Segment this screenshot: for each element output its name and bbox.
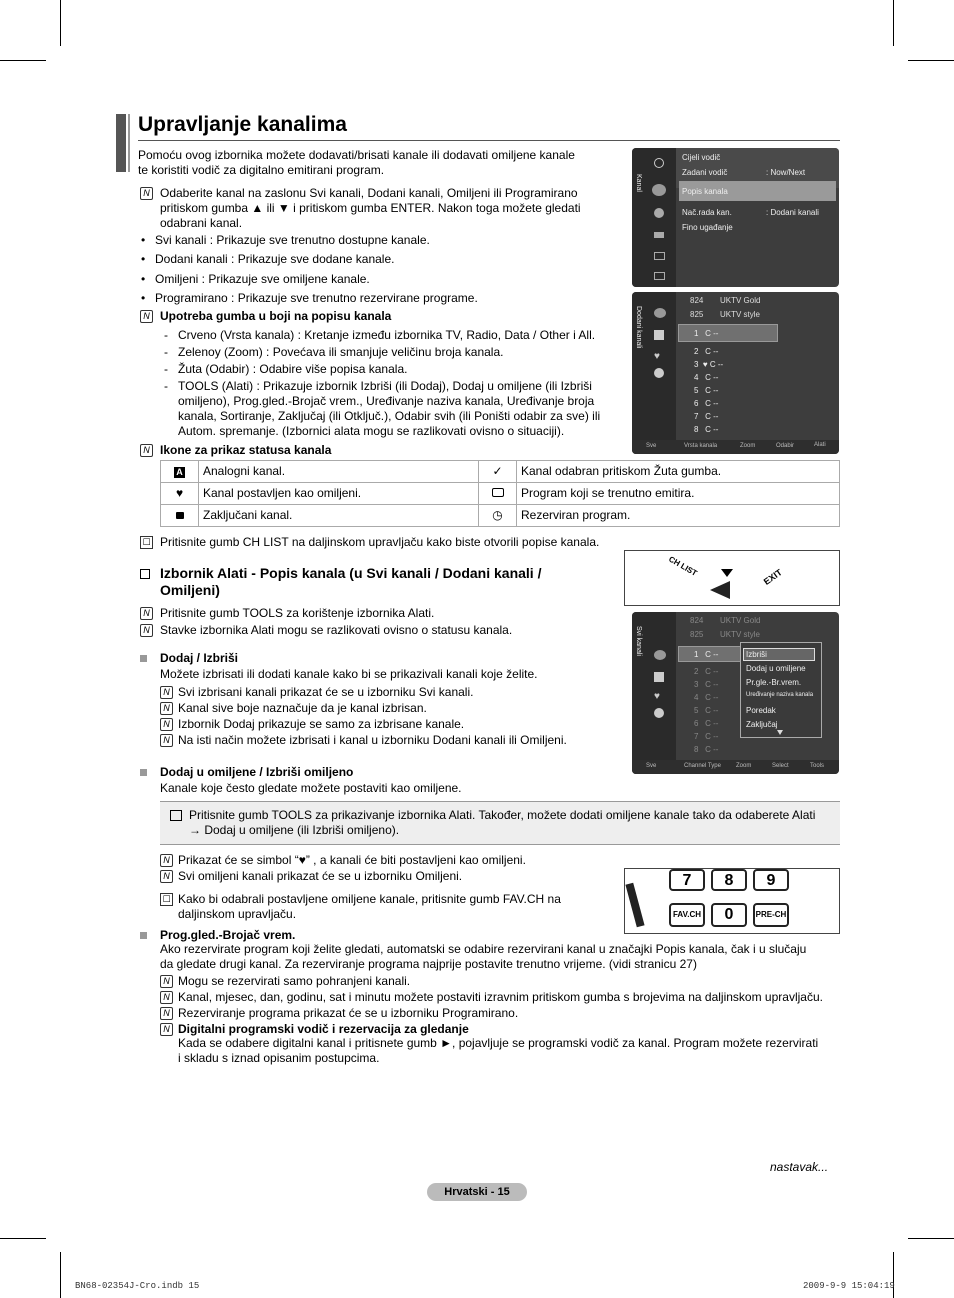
osd-all-icon <box>654 308 666 318</box>
list-item: 5 C -- <box>694 386 719 395</box>
prog-timer-note: Rezerviranje programa prikazat će se u izborniku Programirano. <box>178 1006 519 1020</box>
osd-picture-icon <box>654 158 664 168</box>
remote-note-icon: ☐ <box>160 893 173 906</box>
osd-footer-label: Sve <box>646 443 657 449</box>
all-channels-tools-screenshot <box>632 612 839 774</box>
analog-icon: A <box>161 461 199 483</box>
list-item: 6 C -- <box>694 399 719 408</box>
osd-row-highlight <box>678 324 778 342</box>
favorites-note: Svi omiljeni kanali prikazat će se u izborniku Omiljeni. <box>178 869 463 883</box>
tools-note: Stavke izbornika Alati mogu se razlikovati ovisno o statusu kanala. <box>160 623 513 637</box>
list-item: 8 C -- <box>694 745 719 754</box>
osd-support-icon <box>654 272 665 280</box>
table-row <box>161 461 840 483</box>
table-cell: Program koji se trenutno emitira. <box>517 483 840 505</box>
hand-pointer-icon <box>710 581 730 599</box>
date-meta: 2009-9-9 15:04:19 <box>803 1281 895 1291</box>
osd-menu-item: Fino ugađanje <box>682 223 733 232</box>
note-icon: N <box>160 686 173 699</box>
chlist-button: CH LIST <box>667 554 699 578</box>
note-icon: N <box>160 870 173 883</box>
osd-app-icon <box>654 252 665 260</box>
osd-side-label: Svi kanali <box>635 626 643 656</box>
list-item: 6 C -- <box>694 719 719 728</box>
list-item: 4 C -- <box>694 693 719 702</box>
section2-title: Izbornik Alati - Popis kanala (u Svi kanali / Dodani kanali / Omiljeni) <box>160 565 542 598</box>
list-item: 4 C -- <box>694 373 719 382</box>
table-row <box>161 483 840 505</box>
title-bar <box>116 114 126 172</box>
note-icon: N <box>160 1023 173 1036</box>
arrow-down-icon <box>721 569 733 577</box>
table-cell: Kanal postavljen kao omiljeni. <box>199 483 479 505</box>
osd-programmed-icon <box>654 368 664 378</box>
tools-info-text: Pritisnite gumb TOOLS za prikazivanje izbornika Alati. Također, možete dodati omiljene kanale tako da odaberete Alati → Dodaj u omiljene (ili Izbriši omiljeno). <box>189 808 816 837</box>
crop-mark <box>0 60 46 61</box>
list-item: 1 C -- <box>694 650 719 659</box>
osd-menu-item-selected: Popis kanala <box>682 187 728 196</box>
note-icon: N <box>140 310 153 323</box>
list-item: 7 C -- <box>694 412 719 421</box>
note-icon: N <box>160 1007 173 1020</box>
hand-pointer-icon <box>625 883 644 928</box>
list-item: 7 C -- <box>694 732 719 741</box>
page-number: Hrvatski - 15 <box>427 1183 527 1201</box>
color-buttons-title: Upotreba gumba u boji na popisu kanala <box>160 309 392 323</box>
table-row <box>161 505 840 527</box>
color-item-tools: - TOOLS (Alati) : Prikazuje izbornik Izbriši (ili Dodaj), Dodaj u omiljene (ili Izbriši omiljeno), Prog.gled.-Brojač vrem., Uređivanje naziva kanala, Uređivanje broja kanala, Sortiranje, Zaključaj (ili Otključ.), Odabir svih (ili Poništi odabir za sve) ili Autom. spremanje. (Izbornici alata mogu se razlikovati ovisno o situaciji). <box>178 379 618 439</box>
note-icon: N <box>140 607 153 620</box>
note-icon: N <box>160 854 173 867</box>
menu-item-timer[interactable]: Pr.gle.-Br.vrem. <box>746 678 802 687</box>
crop-mark <box>908 1238 954 1239</box>
osd-footer-red: Vrsta kanala <box>684 443 718 449</box>
osd-added-icon <box>654 672 664 682</box>
add-delete-note: Svi izbrisani kanali prikazat će se u izborniku Svi kanali. <box>178 685 474 699</box>
color-item-red: - Crveno (Vrsta kanala) : Kretanje između izbornika TV, Radio, Data / Other i All. <box>178 328 598 343</box>
bullet-item: • Svi kanali : Prikazuje sve trenutno dostupne kanale. <box>155 233 595 248</box>
add-delete-note: Kanal sive boje naznačuje da je kanal izbrisan. <box>178 701 427 715</box>
epg-text: Kada se odabere digitalni kanal i pritisnete gumb ►, pojavljuje se programski vodič za kanal. Program možete rezervirati i skladu s iznad opisanim postupcima. <box>178 1036 819 1065</box>
title-rule <box>138 140 840 141</box>
file-meta: BN68-02354J-Cro.indb 15 <box>75 1281 200 1291</box>
added-channels-screenshot <box>632 292 839 454</box>
remote-note-icon: ☐ <box>140 536 153 549</box>
add-delete-text: Možete izbrisati ili dodati kanale kako bi se prikazivali kanali koje želite. <box>160 667 538 681</box>
osd-top-channel-name: UKTV Gold <box>720 616 761 625</box>
clock-icon: ◷ <box>479 505 517 527</box>
favch-note: Kako bi odabrali postavljene omiljene kanale, pritisnite gumb FAV.CH na daljinskom upravljaču. <box>178 892 561 921</box>
exit-button: EXIT <box>761 567 784 587</box>
osd-top-channel-name: UKTV Gold <box>720 296 761 305</box>
osd-menu-item: Cijeli vodič <box>682 153 721 162</box>
prog-timer-text: Ako rezervirate program koji želite gledati, automatski se odabire rezervirani kanal u značajki Popis kanala, čak i u slučaju da gledate drugi kanal. Za rezerviranje programa najprije postavite trenutno vrijeme. (vidi stranicu 27) <box>160 942 807 971</box>
tools-popup-menu <box>740 642 822 738</box>
menu-item-edit-name[interactable]: Uređivanje naziva kanala <box>746 692 814 698</box>
scroll-down-icon <box>777 730 783 735</box>
osd-footer-green: Zoom <box>740 443 756 449</box>
favorites-title: Dodaj u omiljene / Izbriši omiljeno <box>160 765 354 779</box>
osd-menu-item: Nač.rada kan. <box>682 208 732 217</box>
status-icons-table <box>160 460 840 527</box>
osd-footer-green: Zoom <box>736 763 752 769</box>
osd-footer <box>632 760 839 774</box>
osd-input-icon <box>654 232 664 238</box>
osd-menu-value: : Dodani kanali <box>766 208 819 217</box>
osd-footer-tools: Tools <box>810 763 825 769</box>
osd-side-label: Dodani kanali <box>635 306 643 349</box>
crop-mark <box>60 1252 61 1298</box>
osd-added-icon <box>654 330 664 340</box>
tools-note: Pritisnite gumb TOOLS za korištenje izbornika Alati. <box>160 606 435 620</box>
prech-button[interactable]: PRE-CH <box>753 903 789 927</box>
crop-mark <box>0 1238 46 1239</box>
osd-menu-item: Zadani vodič <box>682 168 728 177</box>
intro-text: Pomoću ovog izbornika možete dodavati/brisati kanale ili dodavati omiljene kanale te koristiti vodič za digitalno emitirani program. <box>138 148 575 177</box>
table-cell: Kanal odabran pritiskom Žuta gumba. <box>517 461 840 483</box>
osd-programmed-icon <box>654 708 664 718</box>
list-item: 2 C -- <box>694 347 719 356</box>
status-icons-title: Ikone za prikaz statusa kanala <box>160 443 332 457</box>
list-item: 1 C -- <box>694 329 719 338</box>
osd-footer-label: Sve <box>646 763 657 769</box>
key-7[interactable]: 7 <box>669 869 705 891</box>
osd-side-label: Kanal <box>635 174 643 192</box>
bullet-item: • Programirano : Prikazuje sve trenutno rezervirane programe. <box>155 291 595 306</box>
osd-top-channel-name: UKTV style <box>720 310 761 319</box>
osd-favorite-icon: ♥ <box>654 691 660 702</box>
osd-footer-tools: Alati <box>814 442 826 448</box>
menu-item-delete[interactable]: Izbriši <box>746 650 767 659</box>
section-checkbox-icon <box>140 569 150 579</box>
list-item: 3 ♥ C -- <box>694 360 724 369</box>
osd-channel-icon <box>652 184 666 196</box>
osd-footer-yellow: Select <box>772 763 789 769</box>
bullet-item: • Omiljeni : Prikazuje sve omiljene kanale. <box>155 272 595 287</box>
list-item: 3 C -- <box>694 680 719 689</box>
remote-number-keys <box>624 868 840 934</box>
osd-top-channel: 825 <box>690 310 704 319</box>
osd-footer-yellow: Odabir <box>776 443 795 449</box>
favch-button[interactable]: FAV.CH <box>669 903 705 927</box>
prog-timer-note: Mogu se rezervirati samo pohranjeni kanali. <box>178 974 411 988</box>
title-bar-accent <box>128 114 130 172</box>
check-icon: ✓ <box>479 461 517 483</box>
tools-icon <box>170 810 182 821</box>
note-icon: N <box>140 444 153 457</box>
color-item-yellow: - Žuta (Odabir) : Odabire više popisa kanala. <box>178 362 598 377</box>
favorites-note: Prikazat će se simbol “♥” , a kanali će biti postavljeni kao omiljeni. <box>178 853 526 867</box>
page-title: Upravljanje kanalima <box>138 113 347 136</box>
heart-icon: ♥ <box>161 483 199 505</box>
bullet-item: • Dodani kanali : Prikazuje sve dodane kanale. <box>155 252 595 267</box>
note-icon: N <box>160 718 173 731</box>
table-cell: Rezerviran program. <box>517 505 840 527</box>
note-icon: N <box>140 624 153 637</box>
osd-sidebar <box>632 148 676 287</box>
note-icon: N <box>160 702 173 715</box>
continue-label: nastavak... <box>770 1160 829 1174</box>
prog-timer-title: Prog.gled.-Brojač vrem. <box>160 928 296 942</box>
tools-info-box <box>160 801 840 845</box>
osd-menu-value: : Now/Next <box>766 168 806 177</box>
prog-timer-note: Kanal, mjesec, dan, godinu, sat i minutu možete postaviti izravnim pritiskom gumba s brojevima na daljinskom upravljaču. <box>178 990 823 1004</box>
osd-top-channel: 824 <box>690 296 704 305</box>
key-0[interactable]: 0 <box>711 903 747 927</box>
osd-favorite-icon: ♥ <box>654 351 660 362</box>
osd-footer-red: Channel Type <box>684 763 721 769</box>
epg-title: Digitalni programski vodič i rezervacija za gledanje <box>178 1022 469 1036</box>
osd-all-icon <box>654 650 666 660</box>
key-9[interactable]: 9 <box>753 869 789 891</box>
table-cell: Zaključani kanal. <box>199 505 479 527</box>
list-item: 8 C -- <box>694 425 719 434</box>
color-item-green: - Zelenoy (Zoom) : Povećava ili smanjuje veličinu broja kanala. <box>178 345 598 360</box>
list-item: 2 C -- <box>694 667 719 676</box>
list-item: 5 C -- <box>694 706 719 715</box>
osd-top-channel: 825 <box>690 630 704 639</box>
crop-mark <box>908 60 954 61</box>
osd-footer <box>632 440 839 454</box>
channel-menu-screenshot <box>632 148 839 287</box>
favorites-text: Kanale koje često gledate možete postaviti kao omiljene. <box>160 781 462 795</box>
add-delete-note: Na isti način možete izbrisati i kanal u izborniku Dodani kanali ili Omiljeni. <box>178 733 567 747</box>
add-delete-note: Izbornik Dodaj prikazuje se samo za izbrisane kanale. <box>178 717 465 731</box>
menu-item-lock[interactable]: Zaključaj <box>746 720 778 729</box>
note-icon: N <box>160 991 173 1004</box>
osd-top-channel-name: UKTV style <box>720 630 761 639</box>
remote-chlist-exit <box>624 550 840 606</box>
tv-icon <box>479 483 517 505</box>
add-delete-title: Dodaj / Izbriši <box>160 651 239 665</box>
note-icon: N <box>140 187 153 200</box>
note-select-channel: Odaberite kanal na zaslonu Svi kanali, Dodani kanali, Omiljeni ili Programirano pritiskom gumba ▲ ili ▼ i pritiskom gumba ENTER. Nakon toga možete gledati odabrani kanal. <box>160 186 581 230</box>
table-cell: Analogni kanal. <box>199 461 479 483</box>
crop-mark <box>893 0 894 46</box>
chlist-note: Pritisnite gumb CH LIST na daljinskom upravljaču kako biste otvorili popise kanala. <box>160 535 600 549</box>
menu-item-sort[interactable]: Poredak <box>746 706 776 715</box>
lock-icon <box>161 505 199 527</box>
crop-mark <box>60 0 61 46</box>
note-icon: N <box>160 975 173 988</box>
note-icon: N <box>160 734 173 747</box>
osd-setup-icon <box>654 208 664 218</box>
osd-top-channel: 824 <box>690 616 704 625</box>
key-8[interactable]: 8 <box>711 869 747 891</box>
menu-item-add-favorite[interactable]: Dodaj u omiljene <box>746 664 806 673</box>
